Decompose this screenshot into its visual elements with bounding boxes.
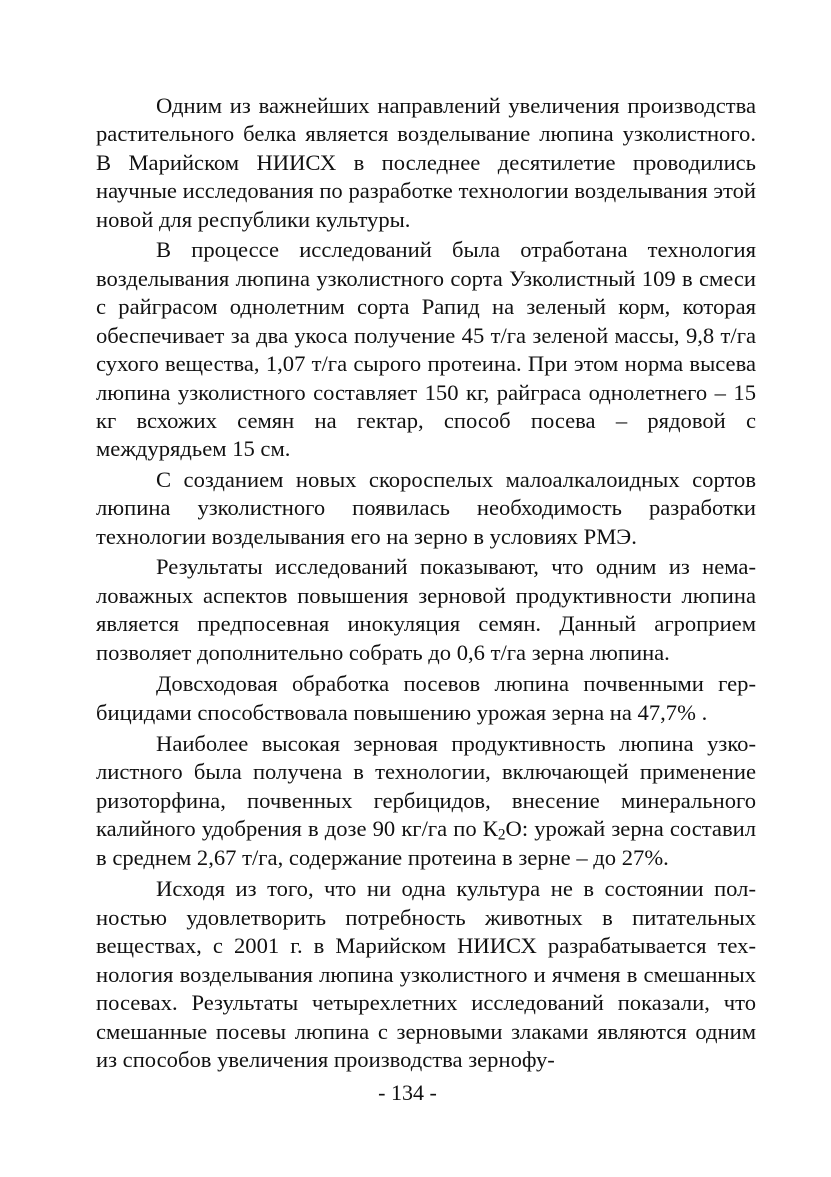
paragraph-6-text-after: О: урожай зерна составил в среднем 2,67 т/га, содержание протеина в зерне – до 27%. bbox=[96, 816, 756, 870]
paragraph-6-subscript: 2 bbox=[497, 826, 506, 844]
paragraph-6 bbox=[96, 730, 756, 872]
paragraph-1: Одним из важнейших направлений увеличения производства растительного белка является возделывание люпина узколистного. В Марийском НИИСХ в последнее десятилетие проводились научные исследования по разработке технологии возделывания этой новой для республики культуры. bbox=[96, 93, 756, 232]
paragraph-3: С созданием новых скороспелых малоалкалоидных сортов люпина узколистного появилась необходимость разработки технологии возделывания его на зерно в условиях РМЭ. bbox=[96, 466, 756, 549]
page-number: - 134 - bbox=[378, 1080, 437, 1105]
paragraph-4: Результаты исследований показывают, что одним из немаловажных аспектов повышения зерновой продуктивности люпина является предпосевная инокуляция семян. Данный агроприем позволяет дополнительно собрать до 0,6 т/га зерна люпина. bbox=[96, 554, 756, 665]
paragraph-5: Довсходовая обработка посевов люпина почвенными гербицидами способствовала повышению урожая зерна на 47,7% . bbox=[96, 671, 756, 725]
paragraph-7: Исходя из того, что ни одна культура не в состоянии полностью удовлетворить потребность животных в питательных веществах, с 2001 г. в Марийском НИИСХ разрабатывается технология возделывания люпина узколистного и ячменя в смешанных посевах. Результаты четырехлетних исследований показали, что смешанные посевы люпина с зерновыми злаками являются одним из способов увеличения производства зернофу- bbox=[96, 876, 756, 1072]
paragraph-2: В процессе исследований была отработана технология возделывания люпина узколистного сорта Узколистный 109 в смеси с райграсом однолетним сорта Рапид на зеленый корм, которая обеспечивает за два укоса получение 45 т/га зеленой массы, 9,8 т/га сухого вещества, 1,07 т/га сырого протеина. При этом норма высева люпина узколистного составляет 150 кг, райграса однолетнего – 15 кг всхожих семян на гектар, способ посева – рядовой с междурядьем 15 см. bbox=[96, 237, 756, 462]
paragraph-6-text-before: Наиболее высокая зерновая продуктивность люпина узколистного была получена в технологии, включающей применение ризоторфина, почвенных гербицидов, внесение минерального калийного удобрения в дозе 90 кг/га по К bbox=[96, 730, 756, 842]
body-text bbox=[96, 92, 756, 1074]
